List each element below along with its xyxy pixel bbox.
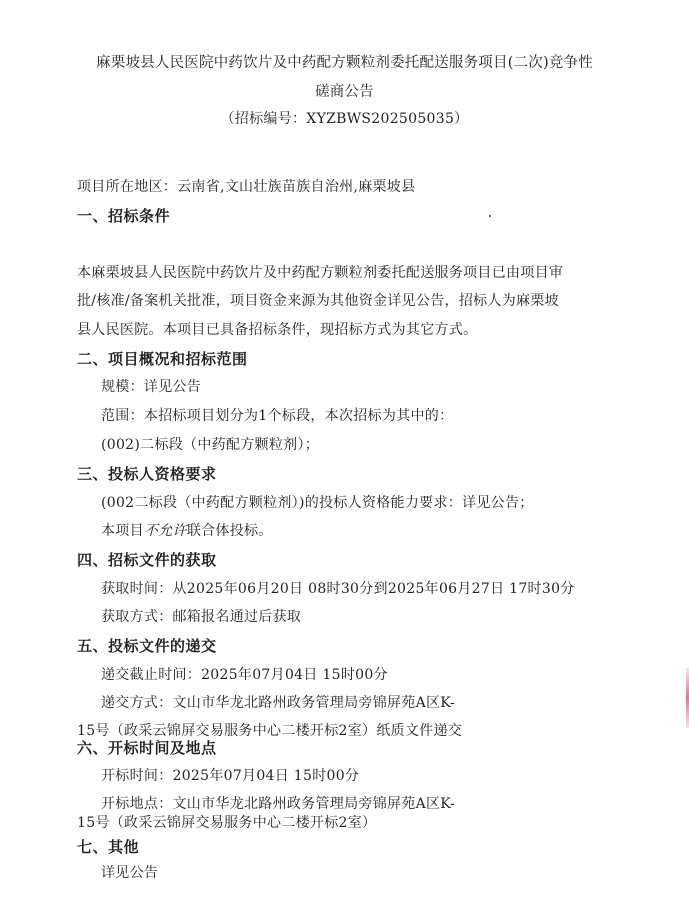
section-6-place-line-1: 开标地点：文山市华龙北路州政务管理局旁锦屏苑A区K- [101, 796, 456, 812]
section-2-scale: 规模：详见公告 [101, 379, 202, 395]
section-2-lot: (002)二标段（中药配方颗粒剂）； [101, 437, 320, 453]
section-5-method-line-2: 15号（政采云锦屏交易服务中心二楼开标2室）纸质文件递交 [77, 723, 463, 739]
title-line-1: 麻栗坡县人民医院中药饮片及中药配方颗粒剂委托配送服务项目(二次)竞争性 [96, 55, 593, 71]
section-5-heading: 五、投标文件的递交 [77, 637, 217, 655]
project-location: 项目所在地区：云南省,文山壮族苗族自治州,麻栗坡县 [77, 179, 416, 195]
bid-number: （招标编号：XYZBWS202505035） [220, 111, 469, 127]
section-3-joint-bidding [101, 520, 273, 540]
joint-prefix: 本项目 [101, 523, 144, 539]
section-3-requirement: (002二标段（中药配方颗粒剂）)的投标人资格能力要求：详见公告； [101, 495, 534, 511]
section-5-method-line-1: 递交方式：文山市华龙北路州政务管理局旁锦屏苑A区K- [101, 695, 456, 711]
joint-suffix: 联合体投标。 [186, 523, 273, 539]
section-1-heading: 一、招标条件 [77, 207, 171, 225]
title-line-2: 磋商公告 [315, 84, 374, 100]
section-6-heading: 六、开标时间及地点 [77, 739, 217, 757]
scan-speck [489, 215, 491, 217]
section-1-line-1: 本麻栗坡县人民医院中药饮片及中药配方颗粒剂委托配送服务项目已由项目审 [77, 265, 564, 281]
section-3-heading: 三、投标人资格要求 [77, 465, 217, 483]
section-4-time: 获取时间：从2025年06月20日 08时30分到2025年06月27日 17时30分 [101, 581, 575, 597]
section-7-text: 详见公告 [101, 865, 159, 881]
section-4-method: 获取方式：邮箱报名通过后获取 [101, 609, 302, 625]
section-5-deadline: 递交截止时间：2025年07月04日 15时00分 [101, 667, 388, 683]
section-4-heading: 四、招标文件的获取 [77, 551, 217, 569]
section-6-place-line-2: 15号（政采云锦屏交易服务中心二楼开标2室） [77, 815, 377, 831]
section-7-heading: 七、其他 [77, 838, 140, 856]
section-6-time: 开标时间：2025年07月04日 15时00分 [101, 768, 360, 784]
section-1-line-2: 批/核准/备案机关批准，项目资金来源为其他资金详见公告，招标人为麻栗坡 [77, 293, 559, 309]
section-1-line-3: 县人民医院。本项目已具备招标条件，现招标方式为其它方式。 [77, 322, 478, 338]
section-2-heading: 二、项目概况和招标范围 [77, 350, 248, 368]
section-2-scope: 范围：本招标项目划分为1个标段，本次招标为其中的： [101, 408, 454, 424]
joint-emphasis: 不允许 [143, 523, 187, 539]
